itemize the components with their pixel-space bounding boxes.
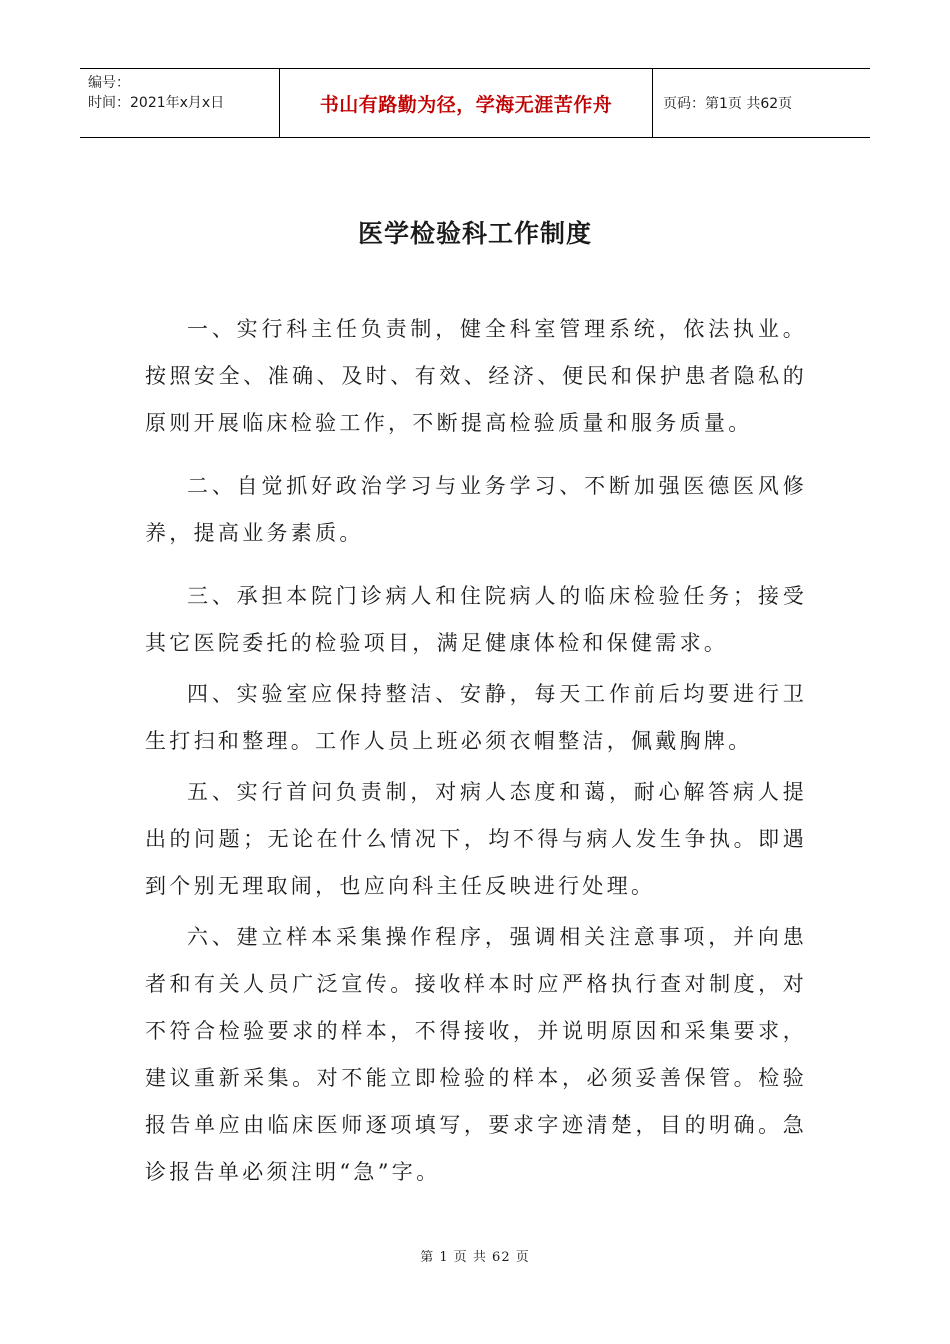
paragraph-3: 三、承担本院门诊病人和住院病人的临床检验任务；接受其它医院委托的检验项目，满足健康体检和保健需求。 [145,584,807,655]
page-footer: 第 1 页 共 62 页 [420,1250,530,1265]
header-motto: 书山有路勤为径，学海无涯苦作舟 [280,69,653,137]
doc-number-label: 编号： [88,75,130,91]
header-meta-cell [80,69,280,137]
paragraph-1: 一、实行科主任负责制，健全科室管理系统，依法执业。按照安全、准确、及时、有效、经济、便民和保护患者隐私的原则开展临床检验工作，不断提高检验质量和服务质量。 [145,317,807,435]
paragraph-6: 六、建立样本采集操作程序，强调相关注意事项，并向患者和有关人员广泛宣传。接收样本时应严格执行查对制度，对不符合检验要求的样本，不得接收，并说明原因和采集要求，建议重新采集。对不能立即检验的样本，必须妥善保管。检验报告单应由临床医师逐项填写，要求字迹清楚，目的明确。急诊报告单必须注明“急”字。 [145,925,807,1184]
date-label: 时间：2021年x月x日 [88,95,225,111]
header-page-info: 页码：第1页 共62页 [663,96,793,112]
document-title: 医学检验科工作制度 [357,219,592,248]
document-body [145,306,807,1196]
paragraph-2: 二、自觉抓好政治学习与业务学习、不断加强医德医风修养，提高业务素质。 [145,474,807,545]
header-table [80,68,870,138]
paragraph-5: 五、实行首问负责制，对病人态度和蔼，耐心解答病人提出的问题；无论在什么情况下，均不得与病人发生争执。即遇到个别无理取闹，也应向科主任反映进行处理。 [145,780,807,898]
paragraph-4: 四、实验室应保持整洁、安静，每天工作前后均要进行卫生打扫和整理。工作人员上班必须衣帽整洁，佩戴胸牌。 [145,682,807,753]
